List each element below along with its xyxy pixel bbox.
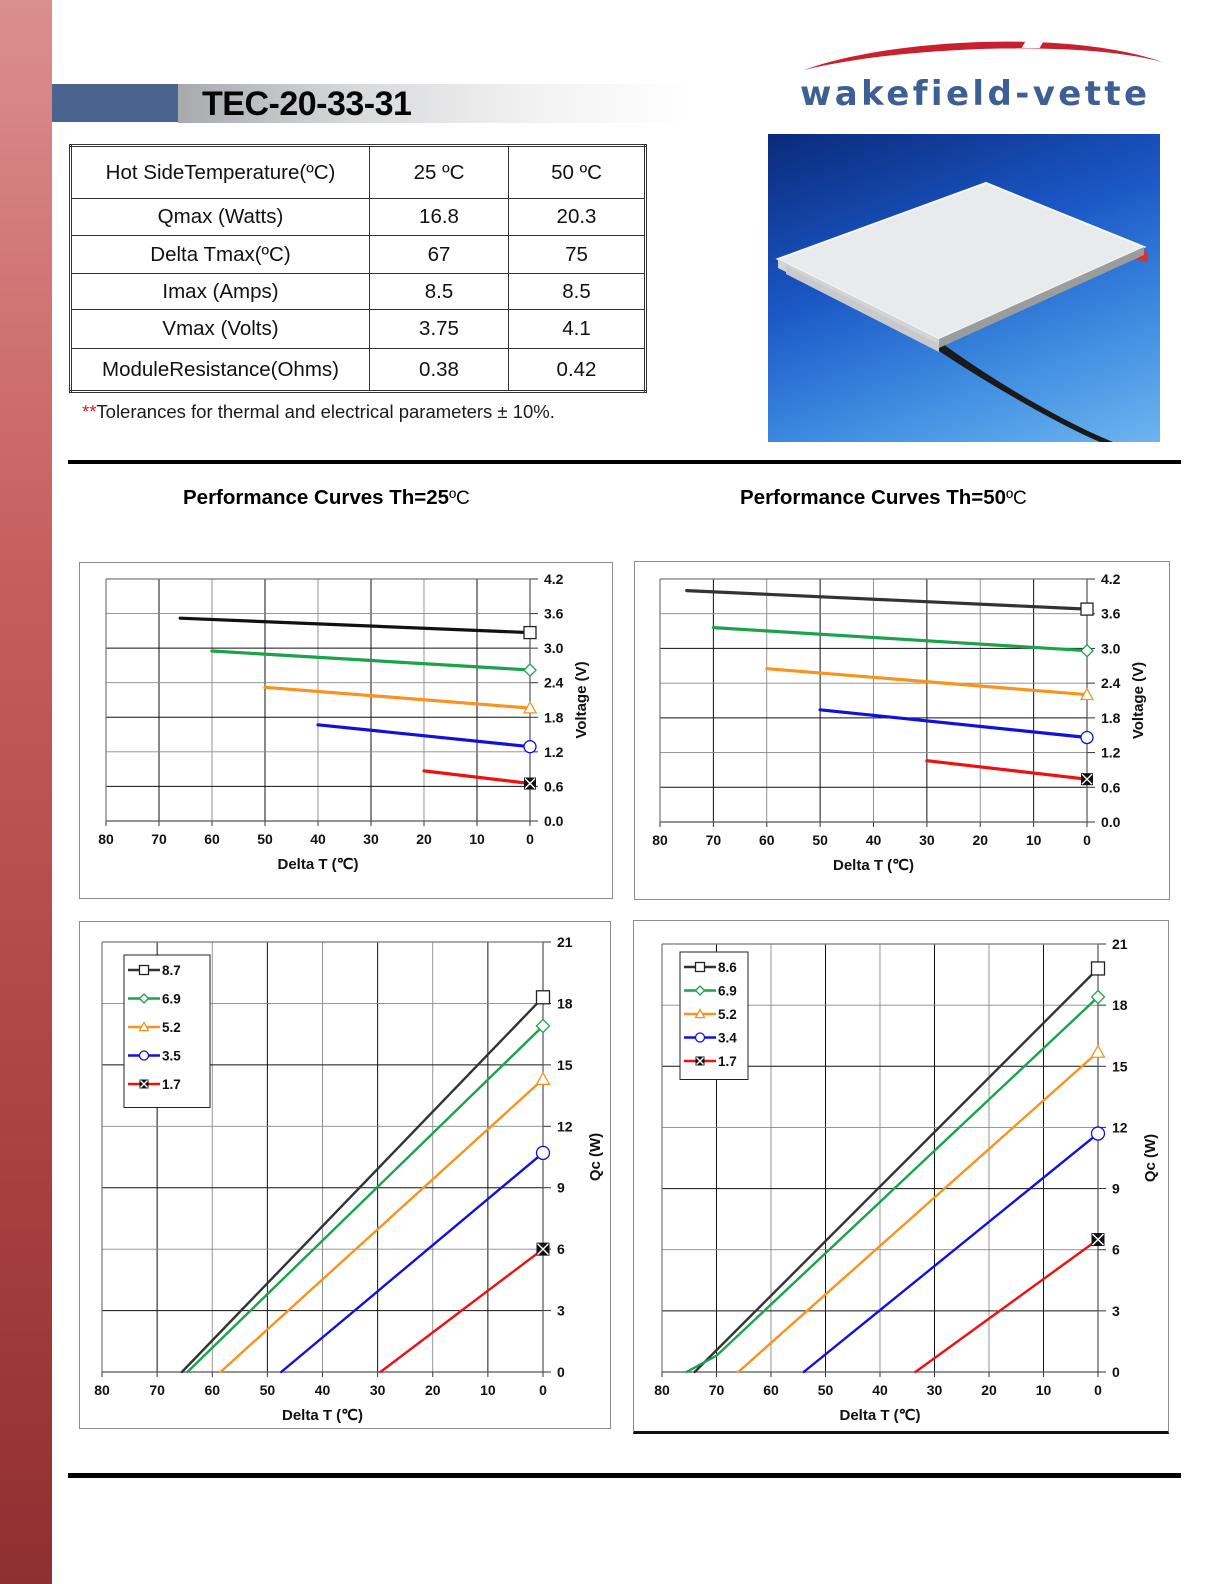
y-tick-label: 3.0	[544, 640, 564, 657]
y-tick-label: 2.4	[544, 674, 564, 691]
spec-value: 0.42	[509, 349, 646, 392]
x-tick-label: 40	[314, 1382, 331, 1398]
spec-label: ModuleResistance(Ohms)	[71, 349, 370, 392]
x-tick-label: 10	[480, 1382, 496, 1398]
x-tick-label: 40	[865, 832, 882, 848]
page-sidebar-band	[0, 0, 52, 1584]
tolerance-stars: **	[82, 401, 97, 422]
series-6-9	[187, 1019, 549, 1372]
spec-label: Vmax (Volts)	[71, 310, 370, 349]
spec-value: 0.38	[370, 349, 509, 392]
series-8-7	[180, 618, 536, 638]
spec-header-cell: 50 ºC	[509, 146, 646, 199]
series-1-7	[380, 1243, 549, 1372]
series-line	[820, 710, 1087, 738]
y-tick-label: 12	[1112, 1119, 1128, 1136]
legend-label: 1.7	[718, 1054, 737, 1069]
square-marker	[1092, 962, 1105, 975]
x-tick-label: 60	[204, 1382, 221, 1398]
x-tick-label: 30	[919, 832, 935, 848]
section-divider-bottom	[68, 1473, 1181, 1478]
x-tick-label: 0	[1083, 832, 1091, 848]
spec-value: 8.5	[509, 274, 646, 310]
y-tick-label: 0	[1112, 1364, 1120, 1380]
spec-table-row	[71, 236, 646, 274]
voltage-chart-50c	[634, 561, 1170, 900]
spec-label: Imax (Amps)	[71, 274, 370, 310]
spec-table-row	[71, 310, 646, 349]
legend-label: 1.7	[162, 1077, 181, 1092]
spec-label: Qmax (Watts)	[71, 199, 370, 236]
spec-header-cell: 25 ºC	[370, 146, 509, 199]
x-tick-label: 50	[257, 831, 273, 847]
x-tick-label: 50	[817, 1382, 834, 1398]
spec-value: 16.8	[370, 199, 509, 236]
x-tick-label: 50	[259, 1382, 276, 1398]
y-tick-label: 1.8	[1101, 709, 1121, 726]
tolerance-note	[82, 401, 555, 423]
y-axis-title: Voltage (V)	[1130, 661, 1147, 740]
spec-table	[69, 144, 647, 393]
y-tick-label: 18	[557, 995, 573, 1012]
x-tick-label: 20	[424, 1382, 441, 1398]
circle-marker	[696, 1033, 705, 1042]
legend-label: 6.9	[162, 991, 181, 1007]
triangle-marker	[1092, 1046, 1105, 1058]
spec-value: 67	[370, 236, 509, 274]
x-axis-title: Delta T (℃)	[277, 856, 359, 873]
xbox-marker	[696, 1057, 705, 1066]
y-tick-label: 6	[557, 1241, 565, 1258]
y-tick-label: 4.2	[544, 571, 564, 587]
chart-legend	[680, 952, 748, 1080]
x-tick-label: 0	[526, 831, 534, 847]
y-tick-label: 3	[1112, 1302, 1120, 1319]
x-tick-label: 80	[654, 1382, 670, 1398]
circle-marker	[524, 741, 536, 753]
x-tick-label: 10	[1025, 832, 1042, 848]
series-5-2	[265, 687, 536, 713]
x-tick-label: 60	[758, 832, 775, 848]
y-tick-label: 21	[1112, 936, 1128, 952]
legend-label: 8.7	[162, 963, 181, 978]
square-marker	[537, 991, 550, 1004]
spec-table-row	[71, 349, 646, 392]
y-tick-label: 21	[557, 934, 573, 950]
x-tick-label: 40	[310, 831, 326, 847]
x-axis-title: Delta T (℃)	[832, 857, 915, 874]
section-title-50c: Performance Curves Th=50ºC	[740, 486, 1027, 509]
series-1-7	[915, 1233, 1104, 1372]
x-tick-label: 80	[94, 1382, 110, 1398]
legend-label: 5.2	[162, 1020, 181, 1035]
y-tick-label: 4.2	[1101, 571, 1121, 587]
x-tick-label: 60	[763, 1382, 779, 1398]
circle-marker	[140, 1051, 149, 1060]
x-tick-label: 70	[151, 831, 167, 847]
spec-value: 3.75	[370, 310, 509, 349]
y-tick-label: 1.2	[544, 743, 564, 760]
y-tick-label: 0.6	[1101, 779, 1121, 796]
series-5-2	[767, 669, 1093, 700]
x-tick-label: 20	[981, 1382, 997, 1398]
y-tick-label: 3.6	[544, 605, 564, 622]
x-tick-label: 80	[652, 832, 668, 848]
y-tick-label: 3.0	[1101, 640, 1121, 657]
y-tick-label: 12	[557, 1118, 573, 1135]
legend-label: 6.9	[718, 983, 737, 999]
series-line	[221, 1079, 544, 1372]
company-logo	[792, 30, 1172, 120]
spec-table-header-row	[71, 146, 646, 199]
y-tick-label: 15	[557, 1056, 573, 1073]
spec-table-row	[71, 199, 646, 236]
voltage-chart-25c-svg	[80, 563, 612, 898]
x-tick-label: 10	[469, 831, 485, 847]
x-tick-label: 30	[369, 1382, 386, 1398]
xbox-marker	[1081, 773, 1093, 785]
square-marker	[524, 627, 536, 639]
series-1-7	[927, 761, 1093, 785]
x-tick-label: 70	[149, 1382, 165, 1398]
circle-marker	[1092, 1127, 1105, 1140]
x-axis-title: Delta T (℃)	[281, 1407, 364, 1424]
x-tick-label: 50	[812, 832, 828, 848]
triangle-marker	[537, 1073, 550, 1085]
spec-label: Delta Tmax(ºC)	[71, 236, 370, 274]
y-tick-label: 0.0	[1101, 814, 1121, 830]
chart-legend	[124, 955, 210, 1108]
x-tick-label: 40	[872, 1382, 888, 1398]
series-3-4	[820, 710, 1093, 744]
series-8-6	[687, 591, 1093, 615]
y-tick-label: 1.8	[544, 709, 564, 726]
series-5-2	[221, 1073, 550, 1372]
series-6-9	[212, 651, 536, 676]
square-marker	[696, 963, 705, 972]
part-number-title: TEC-20-33-31	[202, 85, 412, 123]
y-tick-label: 3	[557, 1302, 565, 1319]
y-tick-label: 18	[1112, 997, 1128, 1014]
series-3-5	[318, 725, 536, 753]
degree-unit: ºC	[449, 488, 470, 509]
x-tick-label: 20	[416, 831, 432, 847]
spec-value: 4.1	[509, 310, 646, 349]
series-5-2	[738, 1046, 1104, 1372]
qc-chart-50c	[633, 920, 1169, 1434]
voltage-chart-50c-svg	[635, 562, 1169, 899]
section-title-25c: Performance Curves Th=25ºC	[183, 486, 470, 509]
x-tick-label: 0	[1094, 1382, 1102, 1398]
series-line	[804, 1134, 1098, 1373]
title-band-blue-block	[52, 84, 178, 122]
x-tick-label: 30	[926, 1382, 943, 1398]
y-tick-label: 0	[557, 1364, 565, 1380]
series-line	[281, 1153, 543, 1372]
tolerance-text: Tolerances for thermal and electrical parameters ± 10%.	[96, 401, 555, 422]
series-3-5	[281, 1146, 549, 1372]
qc-chart-25c	[79, 921, 611, 1429]
y-tick-label: 1.2	[1101, 744, 1121, 761]
legend-label: 5.2	[718, 1007, 737, 1022]
x-axis-title: Delta T (℃)	[839, 1407, 921, 1424]
x-tick-label: 60	[204, 831, 220, 847]
xbox-marker	[524, 778, 536, 790]
xbox-marker	[537, 1243, 550, 1256]
product-photo	[768, 134, 1160, 442]
qc-chart-25c-svg	[80, 922, 610, 1428]
series-line	[713, 628, 1087, 651]
y-tick-label: 3.6	[1101, 605, 1121, 622]
tec-module-illustration-icon	[768, 134, 1160, 442]
series-line	[695, 969, 1098, 1373]
x-tick-label: 30	[363, 831, 379, 847]
circle-marker	[537, 1146, 550, 1159]
x-tick-label: 0	[539, 1382, 547, 1398]
y-axis-title: Voltage (V)	[573, 661, 590, 739]
diamond-marker	[524, 664, 536, 676]
spec-table-row	[71, 274, 646, 310]
spec-value: 8.5	[370, 274, 509, 310]
series-line	[927, 761, 1087, 780]
spec-value: 75	[509, 236, 646, 274]
y-tick-label: 2.4	[1101, 675, 1121, 692]
x-tick-label: 80	[98, 831, 114, 847]
y-tick-label: 9	[1112, 1180, 1120, 1197]
series-line	[687, 591, 1087, 610]
y-tick-label: 6	[1112, 1241, 1120, 1258]
x-tick-label: 70	[708, 1382, 725, 1398]
y-axis-title: Qc (W)	[587, 1132, 604, 1182]
y-tick-label: 15	[1112, 1058, 1128, 1075]
x-tick-label: 10	[1035, 1382, 1052, 1398]
legend-label: 3.4	[718, 1030, 737, 1046]
spec-value: 20.3	[509, 199, 646, 236]
circle-marker	[1081, 732, 1093, 744]
degree-unit: ºC	[1006, 488, 1027, 509]
qc-chart-50c-svg	[634, 921, 1168, 1431]
series-line	[182, 997, 543, 1372]
series-line	[180, 618, 530, 632]
series-line	[738, 1052, 1098, 1372]
xbox-marker	[1092, 1233, 1105, 1246]
y-tick-label: 0.0	[544, 813, 564, 829]
y-tick-label: 9	[557, 1179, 565, 1196]
logo-wordmark: wakefield-vette	[800, 74, 1151, 114]
legend-label: 3.5	[162, 1048, 181, 1064]
series-line	[265, 687, 530, 708]
section-divider-top	[68, 460, 1181, 464]
diamond-marker	[1081, 645, 1093, 657]
voltage-chart-25c	[79, 562, 613, 899]
xbox-marker	[140, 1080, 149, 1089]
series-6-9	[713, 628, 1093, 657]
logo-swoosh-icon	[792, 30, 1172, 74]
y-tick-label: 0.6	[544, 778, 564, 795]
x-tick-label: 20	[972, 832, 989, 848]
x-tick-label: 70	[705, 832, 722, 848]
square-marker	[1081, 603, 1093, 615]
square-marker	[140, 966, 149, 975]
series-6-9	[687, 990, 1105, 1372]
series-8-7	[182, 991, 550, 1372]
spec-header-cell: Hot SideTemperature(ºC)	[71, 146, 370, 199]
legend-label: 8.6	[718, 960, 737, 975]
y-axis-title: Qc (W)	[1142, 1133, 1159, 1183]
